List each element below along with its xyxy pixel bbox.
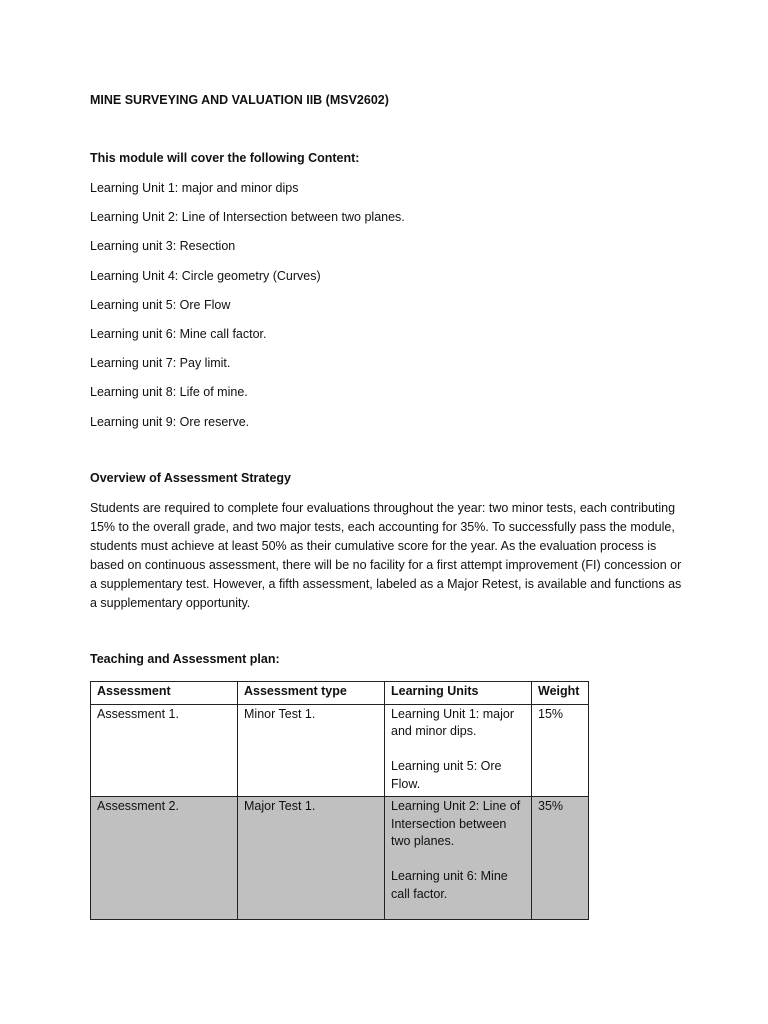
- header-learning-units: Learning Units: [385, 682, 532, 705]
- learning-unit-entry: Learning Unit 2: Line of Intersection between two planes.: [391, 799, 521, 848]
- learning-unit-item: Learning unit 5: Ore Flow: [90, 297, 231, 312]
- header-assessment: Assessment: [91, 682, 238, 705]
- learning-unit-item: Learning unit 6: Mine call factor.: [90, 326, 267, 341]
- table-row: [91, 797, 589, 920]
- weight-cell: 35%: [532, 797, 589, 920]
- assessment-cell: Assessment 1.: [91, 704, 238, 797]
- header-weight: Weight: [532, 682, 589, 705]
- learning-unit-list: [90, 180, 405, 443]
- learning-unit-entry: Learning Unit 1: major and minor dips.: [391, 706, 514, 738]
- table-header-row: [91, 682, 589, 705]
- assessment-cell: Assessment 2.: [91, 797, 238, 920]
- table-row: [91, 704, 589, 797]
- learning-unit-item: Learning unit 3: Resection: [90, 239, 236, 254]
- overview-paragraph: Students are required to complete four evaluations throughout the year: two minor tests, each contributing 15% to the overall grade, and two major tests, each accounting for 35%. To successfully pass the module, students must achieve at least 50% as their cumulative score for the year. As the evaluation process is based on continuous assessment, there will be no facility for a first attempt improvement (FI) concession or a supplementary test. However, a fifth assessment, labeled as a Major Retest, is available and functions as a supplementary opportunity.: [90, 501, 682, 610]
- document-title: MINE SURVEYING AND VALUATION IIB (MSV2602): [90, 93, 389, 107]
- assessment-type-cell: Minor Test 1.: [238, 704, 385, 797]
- learning-unit-item: Learning Unit 1: major and minor dips: [90, 181, 299, 195]
- overview-heading: Overview of Assessment Strategy: [90, 471, 292, 485]
- header-assessment-type: Assessment type: [238, 682, 385, 705]
- assessment-plan-table: [90, 681, 589, 920]
- learning-units-cell: [385, 704, 532, 797]
- learning-unit-item: Learning unit 8: Life of mine.: [90, 385, 248, 400]
- learning-unit-item: Learning unit 9: Ore reserve.: [90, 414, 250, 429]
- content-heading: This module will cover the following Content:: [90, 151, 360, 165]
- plan-heading: Teaching and Assessment plan:: [90, 652, 280, 666]
- weight-cell: 15%: [532, 704, 589, 797]
- learning-unit-item: Learning Unit 2: Line of Intersection between two planes.: [90, 210, 405, 225]
- learning-unit-entry: Learning unit 6: Mine call factor.: [391, 869, 508, 901]
- learning-units-cell: [385, 797, 532, 920]
- learning-unit-entry: Learning unit 5: Ore Flow.: [391, 759, 502, 791]
- assessment-type-cell: Major Test 1.: [238, 797, 385, 920]
- learning-unit-item: Learning unit 7: Pay limit.: [90, 356, 231, 371]
- learning-unit-item: Learning Unit 4: Circle geometry (Curves): [90, 268, 321, 283]
